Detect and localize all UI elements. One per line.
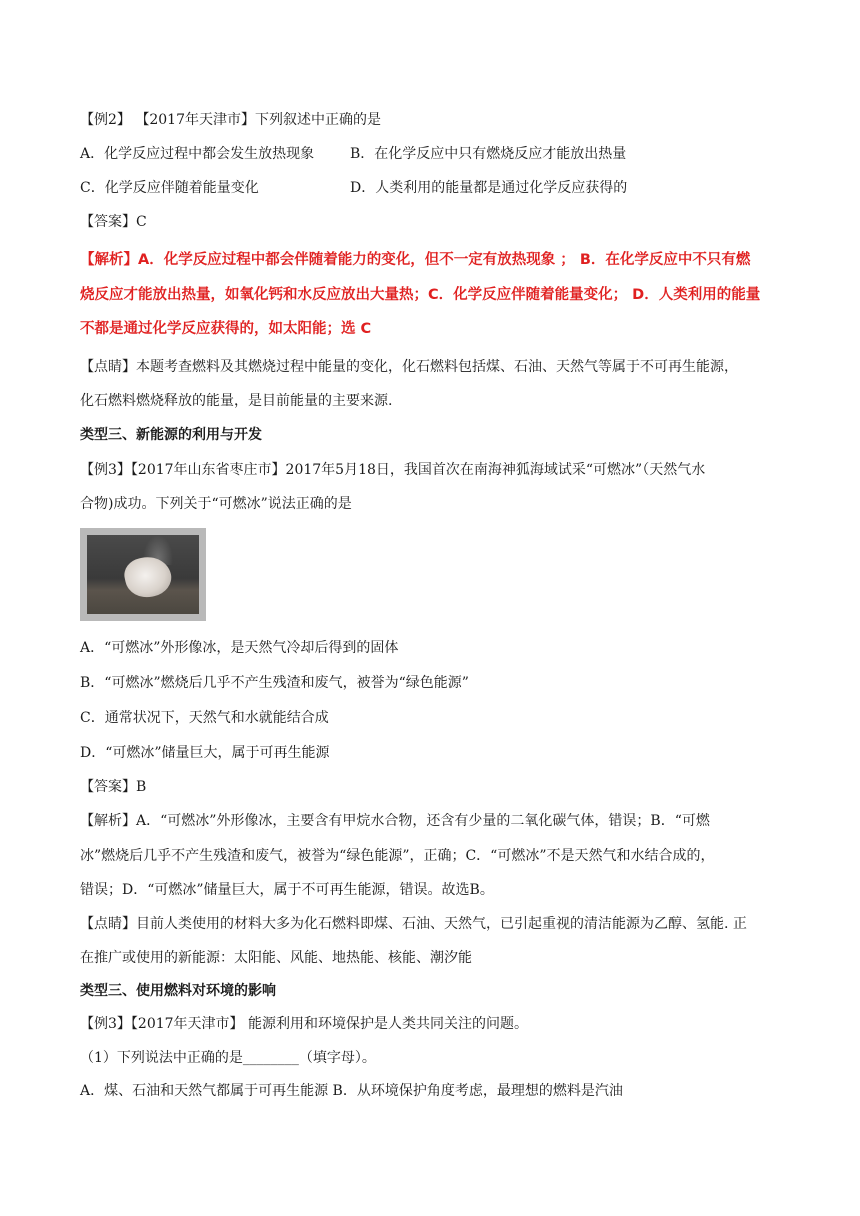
ex3a-comment-line2: 在推广或使用的新能源：太阳能、风能、地热能、核能、潮汐能	[80, 950, 472, 966]
ex3a-option-d: D．“可燃冰”储量巨大，属于可再生能源	[80, 745, 330, 761]
ex3a-option-b: B．“可燃冰”燃烧后几乎不产生残渣和废气，被誉为“绿色能源”	[80, 675, 469, 691]
ex3a-option-a: A．“可燃冰”外形像冰，是天然气冷却后得到的固体	[80, 640, 399, 656]
ex3a-stem-line1: 【例3】【2017年山东省枣庄市】2017年5月18日，我国首次在南海神狐海域试采“可燃冰”（天然气水	[80, 462, 706, 478]
ex3b-question-1: （1）下列说法中正确的是________（填字母）。	[80, 1050, 376, 1066]
ex3a-analysis-line1: 【解析】A．“可燃冰”外形像冰，主要含有甲烷水合物，还含有少量的二氧化碳气体，错误；B．“可燃	[80, 813, 710, 829]
ex2-comment-line2: 化石燃料燃烧释放的能量，是目前能量的主要来源.	[80, 393, 393, 409]
combustible-ice-photo	[80, 528, 206, 621]
ex2-header: 【例2】 【2017年天津市】下列叙述中正确的是	[80, 112, 381, 128]
ex3b-stem: 【例3】【2017年天津市】 能源利用和环境保护是人类共同关注的问题。	[80, 1016, 528, 1032]
ex2-analysis-line1: 【解析】A．化学反应过程中都会伴随着能力的变化，但不一定有放热现象 ； B．在化学反应中不只有燃	[80, 252, 751, 268]
ex3a-analysis-line2: 冰”燃烧后几乎不产生残渣和废气，被誉为“绿色能源”，正确；C．“可燃冰”不是天然气和水结合成的，	[80, 848, 715, 864]
ex2-option-c: C．化学反应伴随着能量变化	[80, 180, 259, 196]
ex2-option-a: A．化学反应过程中都会发生放热现象	[80, 146, 315, 162]
section-title-new-energy: 类型三、新能源的利用与开发	[80, 427, 262, 443]
ex3a-answer: 【答案】B	[80, 779, 147, 795]
section-title-environment: 类型三、使用燃料对环境的影响	[80, 983, 276, 999]
ex2-option-d: D．人类利用的能量都是通过化学反应获得的	[350, 180, 628, 196]
ex3a-stem-line2: 合物)成功。下列关于“可燃冰”说法正确的是	[80, 496, 352, 512]
ex2-analysis-line3: 不都是通过化学反应获得的，如太阳能；选 C	[80, 321, 372, 337]
ex3a-analysis-line3: 错误；D．“可燃冰”储量巨大，属于不可再生能源，错误。故选B。	[80, 882, 494, 898]
ex2-comment-line1: 【点睛】本题考查燃料及其燃烧过程中能量的变化，化石燃料包括煤、石油、天然气等属于不可再生能源，	[80, 359, 738, 375]
ex3a-option-c: C．通常状况下，天然气和水就能结合成	[80, 710, 329, 726]
ex2-answer: 【答案】C	[80, 214, 147, 230]
ex3a-comment-line1: 【点睛】目前人类使用的材料大多为化石燃料即煤、石油、天然气，已引起重视的清洁能源为乙醇、氢能. 正	[80, 916, 747, 932]
ex2-option-b: B．在化学反应中只有燃烧反应才能放出热量	[350, 146, 627, 162]
ex2-analysis-line2: 烧反应才能放出热量，如氧化钙和水反应放出大量热；C．化学反应伴随着能量变化； D．人类利用的能量	[80, 287, 761, 303]
ex3b-options: A．煤、石油和天然气都属于可再生能源 B．从环境保护角度考虑，最理想的燃料是汽油	[80, 1083, 623, 1099]
